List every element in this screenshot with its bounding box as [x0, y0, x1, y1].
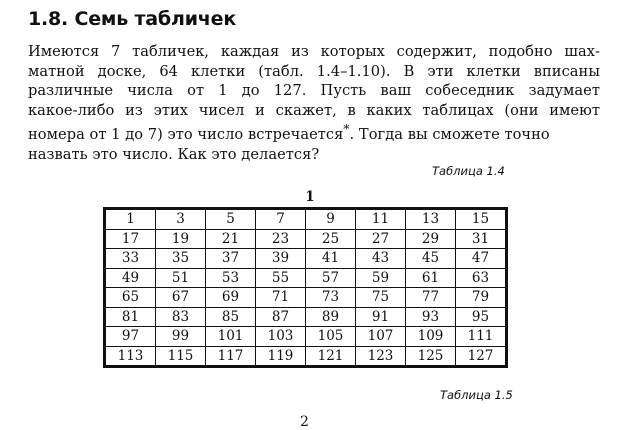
table-cell: 39 [256, 249, 306, 269]
table-cell: 89 [306, 307, 356, 327]
text-line: назвать это число. Как это делается? [28, 145, 320, 163]
text-line: какое-либо из этих чисел и скажет, в каких таблицах (они имеют [28, 101, 600, 119]
table-cell: 13 [406, 210, 456, 230]
text-line [28, 120, 600, 144]
table-cell: 81 [106, 307, 156, 327]
table-cell: 5 [206, 210, 256, 230]
table-cell: 41 [306, 249, 356, 269]
table-cell: 23 [256, 229, 306, 249]
table-cell: 77 [406, 288, 456, 308]
table-cell: 63 [456, 268, 506, 288]
problem-text [28, 42, 600, 164]
table-cell: 3 [156, 210, 206, 230]
number-table-body [106, 210, 506, 366]
table-cell: 117 [206, 346, 256, 366]
table-cell: 55 [256, 268, 306, 288]
table-cell: 47 [456, 249, 506, 269]
table-cell: 57 [306, 268, 356, 288]
table-cell: 105 [306, 327, 356, 347]
table-cell: 99 [156, 327, 206, 347]
table-cell: 45 [406, 249, 456, 269]
table-caption-bottom: Таблица 1.5 [440, 388, 513, 402]
text-line: матной доске, 64 клетки (табл. 1.4–1.10). В эти клетки вписаны [28, 62, 600, 80]
table-cell: 49 [106, 268, 156, 288]
footnote-marker: * [343, 122, 350, 137]
table-cell: 29 [406, 229, 456, 249]
table-row [106, 288, 506, 308]
table-cell: 33 [106, 249, 156, 269]
table-cell: 87 [256, 307, 306, 327]
table-cell: 61 [406, 268, 456, 288]
table-cell: 127 [456, 346, 506, 366]
table-cell: 95 [456, 307, 506, 327]
table-caption-top: Таблица 1.4 [432, 164, 505, 178]
table-row [106, 249, 506, 269]
table-cell: 67 [156, 288, 206, 308]
table-cell: 11 [356, 210, 406, 230]
table-cell: 71 [256, 288, 306, 308]
table-row [106, 210, 506, 230]
table-cell: 93 [406, 307, 456, 327]
table-row [106, 229, 506, 249]
table-cell: 121 [306, 346, 356, 366]
text-fragment: . Тогда вы сможете точно [349, 126, 550, 144]
table-cell: 119 [256, 346, 306, 366]
table-cell: 27 [356, 229, 406, 249]
table-cell: 59 [356, 268, 406, 288]
text-line: различные числа от 1 до 127. Пусть ваш собеседник задумает [28, 82, 600, 100]
number-table-frame [103, 207, 508, 368]
table-cell: 65 [106, 288, 156, 308]
table-cell: 31 [456, 229, 506, 249]
table-cell: 53 [206, 268, 256, 288]
table-cell: 51 [156, 268, 206, 288]
table-cell: 113 [106, 346, 156, 366]
table-cell: 125 [406, 346, 456, 366]
table-row [106, 327, 506, 347]
table-row [106, 346, 506, 366]
table-cell: 103 [256, 327, 306, 347]
table-cell: 91 [356, 307, 406, 327]
table-cell: 25 [306, 229, 356, 249]
table-cell: 109 [406, 327, 456, 347]
table-cell: 79 [456, 288, 506, 308]
table-cell: 111 [456, 327, 506, 347]
table-cell: 21 [206, 229, 256, 249]
table-cell: 115 [156, 346, 206, 366]
text-line: Имеются 7 табличек, каждая из которых содержит, подобно шах- [28, 43, 600, 60]
table-cell: 17 [106, 229, 156, 249]
page-number-fragment: 2 [300, 414, 309, 430]
table-row [106, 268, 506, 288]
table-cell: 1 [106, 210, 156, 230]
table-cell: 43 [356, 249, 406, 269]
table-cell: 123 [356, 346, 406, 366]
table-cell: 75 [356, 288, 406, 308]
table-cell: 69 [206, 288, 256, 308]
table-cell: 83 [156, 307, 206, 327]
table-cell: 35 [156, 249, 206, 269]
text-fragment: номера от 1 до 7) это число встречается [28, 126, 344, 144]
table-cell: 7 [256, 210, 306, 230]
table-cell: 37 [206, 249, 256, 269]
table-cell: 73 [306, 288, 356, 308]
table-cell: 97 [106, 327, 156, 347]
table-row [106, 307, 506, 327]
table-cell: 9 [306, 210, 356, 230]
table-cell: 15 [456, 210, 506, 230]
section-title: 1.8. Семь табличек [28, 8, 237, 30]
table-number: 1 [305, 189, 315, 205]
table-cell: 107 [356, 327, 406, 347]
table-cell: 85 [206, 307, 256, 327]
table-cell: 101 [206, 327, 256, 347]
number-table [105, 209, 506, 366]
table-cell: 19 [156, 229, 206, 249]
